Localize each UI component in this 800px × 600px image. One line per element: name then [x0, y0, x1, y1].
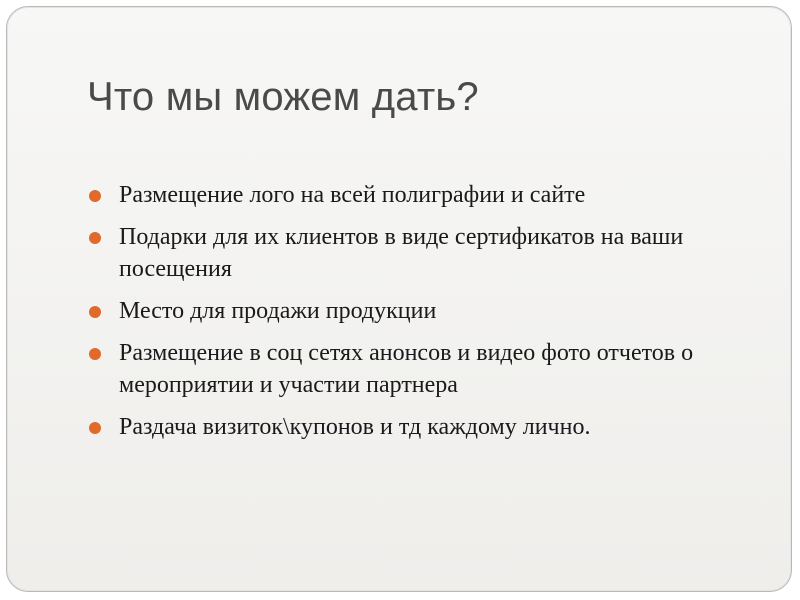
bullet-text: Размещение в соц сетях анонсов и видео фото отчетов о мероприятии и участии партнера — [119, 340, 694, 398]
bullet-text: Раздача визиток\купонов и тд каждому лично. — [119, 414, 591, 440]
bullet-item — [89, 221, 729, 285]
bullet-dot-icon — [89, 190, 101, 202]
slide — [6, 6, 792, 592]
bullet-dot-icon — [89, 232, 101, 244]
bullet-text: Место для продажи продукции — [119, 298, 437, 324]
bullet-list — [89, 179, 729, 453]
bullet-item — [89, 337, 729, 401]
bullet-item — [89, 179, 729, 211]
bullet-item — [89, 411, 729, 443]
bullet-text: Размещение лого на всей полиграфии и сайте — [119, 182, 586, 208]
bullet-dot-icon — [89, 348, 101, 360]
bullet-dot-icon — [89, 422, 101, 434]
bullet-text: Подарки для их клиентов в виде сертификатов на ваши посещения — [119, 224, 684, 282]
bullet-dot-icon — [89, 306, 101, 318]
slide-title: Что мы можем дать? — [87, 75, 479, 119]
bullet-item — [89, 295, 729, 327]
